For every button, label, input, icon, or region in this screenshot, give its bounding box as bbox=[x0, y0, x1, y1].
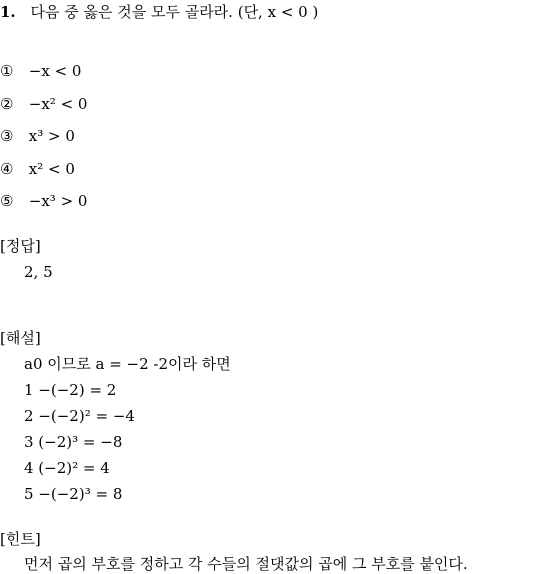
choice-2-mark: ② bbox=[0, 95, 14, 113]
choice-4 bbox=[0, 159, 75, 179]
question-line bbox=[0, 2, 318, 22]
choice-4-mark: ④ bbox=[0, 160, 14, 178]
choice-5-text: −x³ > 0 bbox=[28, 192, 88, 210]
choice-3-mark: ③ bbox=[0, 127, 14, 145]
hint-text: 먼저 곱의 부호를 정하고 각 수들의 절댓값의 곱에 그 부호를 붙인다. bbox=[24, 555, 468, 573]
choice-5-mark: ⑤ bbox=[0, 192, 14, 210]
solution-line-4: 3 (−2)³ = −8 bbox=[24, 433, 123, 451]
choice-1 bbox=[0, 61, 81, 81]
answer-value: 2, 5 bbox=[24, 263, 53, 281]
choice-1-mark: ① bbox=[0, 62, 14, 80]
choice-4-text: x² < 0 bbox=[28, 160, 75, 178]
question-number: 1. bbox=[0, 3, 16, 21]
answer-label: [정답] bbox=[0, 237, 41, 255]
solution-line-5: 4 (−2)² = 4 bbox=[24, 459, 110, 477]
solution-line-3: 2 −(−2)² = −4 bbox=[24, 407, 135, 425]
solution-line-6: 5 −(−2)³ = 8 bbox=[24, 485, 123, 503]
solution-line-1: a0 이므로 a = −2 -2이라 하면 bbox=[24, 355, 231, 373]
solution-label: [해설] bbox=[0, 329, 41, 347]
choice-2-text: −x² < 0 bbox=[28, 95, 88, 113]
choice-1-text: −x < 0 bbox=[28, 62, 82, 80]
choice-2 bbox=[0, 94, 87, 114]
choice-3-text: x³ > 0 bbox=[28, 127, 75, 145]
question-text: 다음 중 옳은 것을 모두 골라라. (단, x < 0 ) bbox=[30, 3, 319, 21]
choice-5 bbox=[0, 191, 87, 211]
solution-line-2: 1 −(−2) = 2 bbox=[24, 381, 117, 399]
choice-3 bbox=[0, 126, 75, 146]
hint-label: [힌트] bbox=[0, 530, 41, 548]
